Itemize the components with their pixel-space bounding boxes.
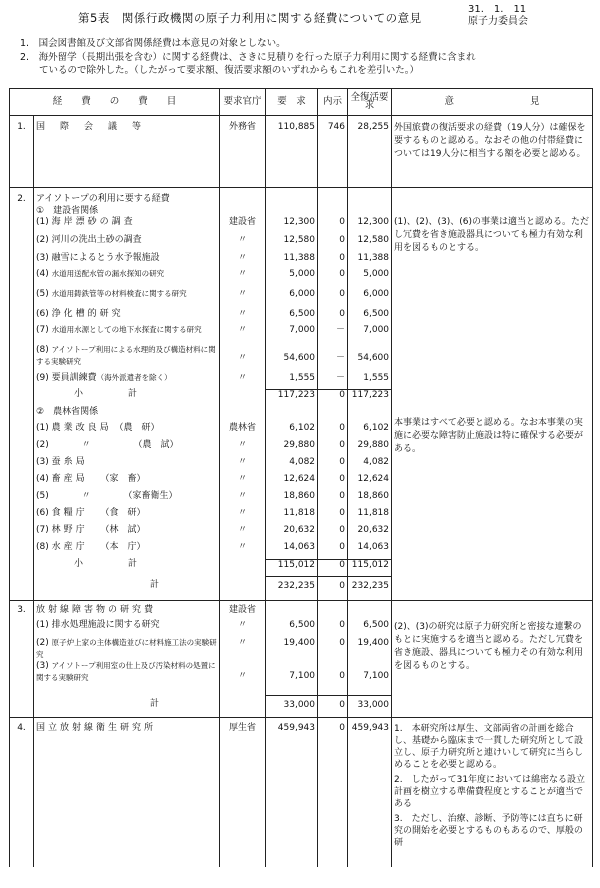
table-row: (1) 海岸漂砂の調査 建設省 12,300 0 12,300 [10, 217, 593, 235]
table-row: (6) 食糧庁 （食 研） 〃 11,818 0 11,818 [10, 508, 593, 525]
table-row: (1) 排水処理施設に関する研究 〃 6,500 0 6,500 [10, 620, 593, 638]
table-row: (2) 原子炉上家の主体構造並びに材料施工法の実験研究 〃 19,400 0 19,400 [10, 638, 593, 661]
note-2: 2. 海外留学（長期出張を含む）に関する経費は、さきに見積りを行った原子力利用に関する経費に含まれ [20, 52, 476, 63]
table-row: (8) 水産庁 （本 庁） 〃 14,063 0 14,063 [10, 542, 593, 559]
opinion-cell: (2)、(3)の研究は原子力研究所と密接な連繋のもとに実施するを適当と認める。ただし冗費を省き施設、器具についても極力その有効な利用を図るものとする。 [392, 600, 593, 717]
document-date: 31. 1. 11 [468, 4, 527, 15]
table-row: (4) 水道用送配水管の漏水探知の研究 〃 5,000 0 5,000 [10, 269, 593, 289]
table-row: (9) 要員訓練費（海外派遣者を除く） 〃 1,555 － 1,555 [10, 373, 593, 389]
group-label-row [10, 407, 593, 423]
note-1: 1. 国会図書館及び文部省関係経費は本意見の対象としない。 [20, 38, 286, 49]
total-row: 計 232,235 0 232,235 [10, 576, 593, 600]
section-name: 放射線障害物の研究費 [34, 600, 220, 620]
request-cell: 110,885 [266, 116, 318, 188]
opinion-cell: 本事業はすべて必要と認める。なお本事業の実施に必要な障害防止施設は特に確保する必要がある。 [392, 407, 593, 600]
group-label: ② 農林省関係 [34, 407, 220, 423]
naiji-cell: 746 [318, 116, 348, 188]
col-header-opinion: 意 見 [392, 89, 593, 116]
col-header-naiji: 内示 [318, 89, 348, 116]
document-date-block [468, 4, 528, 28]
table-row: (7) 水道用水源としての地下水探査に関する研究 〃 7,000 － 7,000 [10, 325, 593, 345]
table-row [10, 188, 593, 206]
opinion-cell: 外国旅費の復活要求の経費（19人分）は確保を要するものと認める。なおその他の付帯経費については19人分に相当する額を必要と認める。 [392, 116, 593, 188]
table-row: (1) 農業改良局 （農 研） 農林省 6,102 0 6,102 [10, 423, 593, 440]
col-header-item: 経 費 の 費 目 [10, 89, 220, 116]
table-row [10, 116, 593, 188]
issuing-org: 原子力委員会 [468, 16, 528, 27]
table-row: 3. 放射線障害物の研究費 建設省 (2)、(3)の研究は原子力研究所と密接な連繋のもとに実施するを適当と認める。ただし冗費を省き施設、器具についても極力その有効な利用を図るものとする。 [10, 600, 593, 620]
table-row: (8) アイソトープ利用による水理的及び構造材料に関する実験研究 〃 54,600 － 54,600 [10, 345, 593, 373]
total-label: 計 [34, 576, 220, 600]
col-header-ministry: 要求官庁 [220, 89, 266, 116]
subtotal-row: 小 計 115,012 0 115,012 [10, 559, 593, 576]
table-row: (6) 浄化槽的研究 〃 6,500 0 6,500 [10, 309, 593, 325]
subtotal-row: 小 計 117,223 0 117,223 [10, 389, 593, 407]
table-row: (7) 林野庁 （林 試） 〃 20,632 0 20,632 [10, 525, 593, 542]
section-number: 1. [10, 116, 34, 188]
note-2-cont: ているので除外した。（したがって要求額、復活要求額のいずれからもこれを差引いた。） [20, 65, 420, 76]
table-row: (2) 河川の洗出土砂の調査 〃 12,580 0 12,580 [10, 235, 593, 253]
total-row: 計 33,000 0 33,000 [10, 695, 593, 717]
section-number: 2. [10, 188, 34, 206]
section-number: 4. [10, 717, 34, 867]
table-row: (3) 蚕糸局 〃 4,082 0 4,082 [10, 457, 593, 474]
table-row: (3) アイソトープ利用室の仕上及び汚染材料の処置に関する実験研究 〃 7,100 0 7,100 [10, 661, 593, 695]
section-number: 3. [10, 600, 34, 620]
document-title: 第5表 関係行政機関の原子力利用に関する経費についての意見 [78, 11, 422, 25]
revival-cell: 28,255 [348, 116, 392, 188]
opinion-cell: 1. 本研究所は厚生、文部両省の計画を総合し、基礎から臨床まで一貫した研究所として設立し、原子力研究所と連けいして研究に当らしめることを必要と認める。 2. したがって31年度においては綿密なる設立計画を樹立する準備費程度とすることが適当である 3. ただし、治療、診断、予防等には直ちに研究の開始を必要とするものもあるので、厚般の研 [392, 717, 593, 867]
subtotal-label: 小 計 [34, 389, 220, 407]
section-name: 国 際 会 議 等 [34, 116, 220, 188]
expense-table [9, 88, 593, 867]
col-header-request: 要 求 [266, 89, 318, 116]
section-name: アイソトープの利用に要する経費 [34, 188, 220, 206]
group-label: ① 建設省関係 [34, 206, 220, 218]
col-header-revival: 全復活要求 [348, 89, 392, 116]
ministry-cell: 外務省 [220, 116, 266, 188]
section-name: 国立放射線衛生研究所 [34, 717, 220, 867]
table-row: (2) 〃 （農 試） 〃 29,880 0 29,880 [10, 440, 593, 457]
table-row: (4) 畜産局 （家 畜） 〃 12,624 0 12,624 [10, 474, 593, 491]
total-label: 計 [34, 695, 220, 717]
table-row: (5) 〃 （家畜衛生） 〃 18,860 0 18,860 [10, 491, 593, 508]
opinion-cell: (1)、(2)、(3)、(6)の事業は適当と認める。ただし冗費を省き施設器具についても極力有効な利用を図るものとする。 [392, 188, 593, 408]
table-row: (5) 水道用鋳鉄管等の材料検査に関する研究 〃 6,000 0 6,000 [10, 289, 593, 309]
table-header-row [10, 89, 593, 116]
table-row: (3) 融雪によるとう水予報施設 〃 11,388 0 11,388 [10, 253, 593, 269]
table-row: 4. 国立放射線衛生研究所 厚生省 459,943 0 459,943 1. 本研究所は厚生、文部両省の計画を総合し、基礎から臨床まで一貫した研究所として設立し、原子力研究所と連けいして研究に当らしめることを必要と認める。 2. したがって31年度においては綿密なる設立計画を樹立する準備費程度とすることが適当である 3. ただし、治療、診断、予防等には直ちに研究の開始を必要とするものもあるので、厚般の研 [10, 717, 593, 867]
subtotal-label: 小 計 [34, 559, 220, 576]
